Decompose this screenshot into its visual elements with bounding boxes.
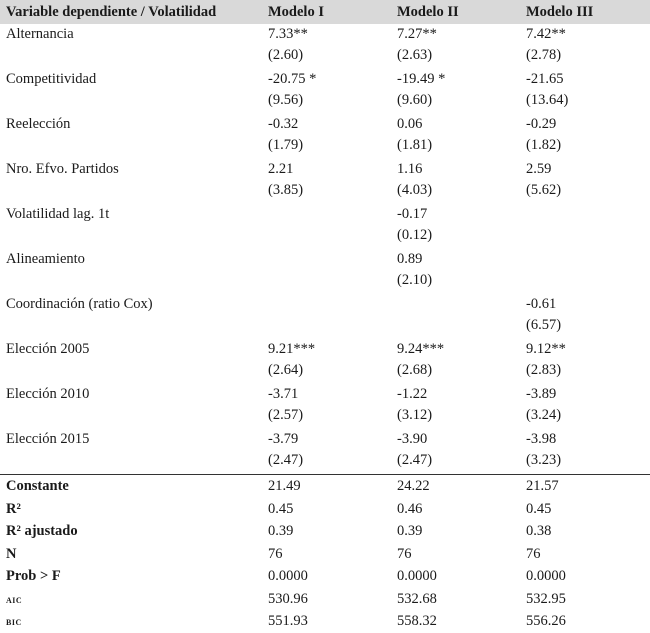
empty-cell (0, 270, 263, 294)
statistic-row (0, 565, 650, 588)
standard-error-model-2: (2.47) (397, 452, 433, 468)
variable-label: Elección 2015 (6, 431, 90, 447)
coefficient-row (0, 204, 650, 225)
coefficient-value-model-3: -21.65 (526, 71, 564, 87)
empty-cell (0, 450, 263, 475)
standard-error-model-2 (392, 315, 521, 339)
coefficient-value-model-1: 7.33** (268, 26, 308, 42)
statistic-value-model-2: 24.22 (392, 475, 521, 498)
variable-label: Elección 2005 (6, 341, 90, 357)
standard-error-model-2: (2.10) (397, 272, 433, 288)
coefficient-value-model-2: 1.16 (397, 161, 423, 177)
coefficient-value-model-1: -3.71 (268, 386, 299, 402)
variable-label: Competitividad (6, 71, 97, 87)
statistic-value-model-2: 532.68 (397, 590, 437, 607)
statistic-value-model-3: 0.38 (526, 523, 552, 540)
statistic-row (0, 498, 650, 521)
empty-cell (0, 180, 263, 204)
standard-error-model-3: (1.82) (526, 137, 562, 153)
coefficient-row (0, 339, 650, 360)
coefficient-value-model-2: 7.27** (397, 26, 437, 42)
statistic-row (0, 475, 650, 498)
statistic-row (0, 543, 650, 566)
statistic-value-model-1: 551.93 (268, 613, 308, 630)
standard-error-row (0, 360, 650, 384)
coefficient-value-model-1: -3.79 (268, 431, 299, 447)
statistic-value-model-1: 0.39 (268, 523, 294, 540)
standard-error-model-1: (2.64) (268, 362, 304, 378)
standard-error-model-2: (2.68) (397, 362, 433, 378)
model-2-header: Modelo II (397, 4, 459, 20)
standard-error-model-1 (263, 225, 392, 249)
empty-cell (0, 315, 263, 339)
coefficient-row (0, 384, 650, 405)
standard-error-model-3: (3.24) (526, 407, 562, 423)
standard-error-model-2: (4.03) (397, 182, 433, 198)
statistic-value-model-3: 21.57 (521, 475, 650, 498)
coefficient-row (0, 114, 650, 135)
variable-label: Alineamiento (6, 251, 85, 267)
standard-error-row (0, 270, 650, 294)
statistic-value-model-3: 0.45 (526, 500, 552, 517)
coefficient-value-model-3: 7.42** (526, 26, 566, 42)
coefficient-value-model-1: -20.75 * (268, 71, 317, 87)
coefficient-value-model-1: 2.21 (268, 161, 294, 177)
variable-label: Coordinación (ratio Cox) (6, 296, 153, 312)
statistic-value-model-2: 0.0000 (397, 568, 437, 585)
statistic-value-model-3: 556.26 (526, 613, 566, 630)
standard-error-row (0, 405, 650, 429)
statistic-label: R² ajustado (6, 523, 78, 540)
coefficient-value-model-3 (521, 204, 650, 225)
coefficient-value-model-1 (263, 294, 392, 315)
standard-error-model-3 (521, 225, 650, 249)
standard-error-model-3: (3.23) (526, 452, 562, 468)
variable-label: Alternancia (6, 26, 74, 42)
coefficient-value-model-1: 9.21*** (268, 341, 316, 357)
coefficient-value-model-1: -0.32 (268, 116, 299, 132)
standard-error-model-1: (9.56) (268, 92, 304, 108)
coefficient-value-model-2: -19.49 * (397, 71, 446, 87)
statistic-label: aic (6, 591, 23, 606)
standard-error-model-2: (2.63) (397, 47, 433, 63)
statistic-label: bic (6, 614, 22, 629)
statistic-row (0, 588, 650, 611)
empty-cell (0, 135, 263, 159)
empty-cell (0, 405, 263, 429)
statistic-value-model-2: 76 (397, 545, 412, 562)
model-1-header: Modelo I (268, 4, 324, 20)
standard-error-row (0, 90, 650, 114)
standard-error-model-1 (263, 315, 392, 339)
standard-error-model-2: (0.12) (397, 227, 433, 243)
standard-error-model-3 (521, 270, 650, 294)
coefficient-value-model-1 (263, 249, 392, 270)
statistic-value-model-1: 21.49 (263, 475, 392, 498)
standard-error-model-3: (6.57) (526, 317, 562, 333)
coefficient-row (0, 159, 650, 180)
standard-error-row (0, 135, 650, 159)
standard-error-model-1: (1.79) (268, 137, 304, 153)
standard-error-row (0, 180, 650, 204)
dependent-variable-header: Variable dependiente / Volatilidad (6, 4, 217, 20)
statistic-value-model-1: 76 (268, 545, 283, 562)
statistic-label: R² (6, 500, 21, 517)
coefficient-value-model-2: -3.90 (397, 431, 428, 447)
standard-error-row (0, 315, 650, 339)
table-header (0, 0, 650, 24)
variable-label: Elección 2010 (6, 386, 90, 402)
coefficient-row (0, 429, 650, 450)
standard-error-row (0, 45, 650, 69)
coefficient-value-model-2: -0.17 (397, 206, 428, 222)
coefficients-body (0, 24, 650, 475)
statistic-value-model-2: 0.46 (397, 500, 423, 517)
variable-label: Volatilidad lag. 1t (6, 206, 110, 222)
statistic-value-model-1: 0.45 (268, 500, 294, 517)
standard-error-model-3: (2.83) (526, 362, 562, 378)
coefficient-row (0, 69, 650, 90)
statistic-row (0, 520, 650, 543)
statistic-value-model-1: 530.96 (268, 590, 308, 607)
coefficient-value-model-3: -0.29 (526, 116, 557, 132)
empty-cell (0, 360, 263, 384)
standard-error-model-3: (5.62) (526, 182, 562, 198)
statistic-value-model-1: 0.0000 (268, 568, 308, 585)
standard-error-model-1: (3.85) (268, 182, 304, 198)
standard-error-model-1: (2.60) (268, 47, 304, 63)
coefficient-value-model-3 (521, 249, 650, 270)
standard-error-model-3: (2.78) (526, 47, 562, 63)
header-row (0, 0, 650, 24)
coefficient-value-model-3: -3.98 (526, 431, 557, 447)
coefficient-value-model-2 (392, 294, 521, 315)
standard-error-row (0, 450, 650, 475)
standard-error-model-1: (2.57) (268, 407, 304, 423)
empty-cell (0, 45, 263, 69)
statistic-label: Constante (0, 475, 263, 498)
standard-error-model-2: (3.12) (397, 407, 433, 423)
statistic-row (0, 610, 650, 633)
standard-error-model-2: (1.81) (397, 137, 433, 153)
coefficient-value-model-3: 2.59 (526, 161, 552, 177)
statistic-value-model-3: 532.95 (526, 590, 566, 607)
standard-error-model-3: (13.64) (526, 92, 569, 108)
statistic-value-model-3: 0.0000 (526, 568, 566, 585)
standard-error-model-2: (9.60) (397, 92, 433, 108)
coefficient-row (0, 249, 650, 270)
coefficient-value-model-3: -3.89 (526, 386, 557, 402)
statistic-value-model-2: 0.39 (397, 523, 423, 540)
coefficient-row (0, 294, 650, 315)
statistics-body (0, 475, 650, 633)
standard-error-model-1 (263, 270, 392, 294)
statistic-value-model-3: 76 (526, 545, 541, 562)
coefficient-value-model-2: -1.22 (397, 386, 428, 402)
coefficient-value-model-3: 9.12** (526, 341, 566, 357)
coefficient-value-model-2: 0.06 (397, 116, 423, 132)
empty-cell (0, 225, 263, 249)
empty-cell (0, 90, 263, 114)
statistic-label: Prob > F (6, 568, 61, 585)
standard-error-row (0, 225, 650, 249)
statistic-value-model-2: 558.32 (397, 613, 437, 630)
coefficient-value-model-2: 0.89 (397, 251, 423, 267)
coefficient-value-model-1 (263, 204, 392, 225)
coefficient-value-model-2: 9.24*** (397, 341, 445, 357)
standard-error-model-1: (2.47) (268, 452, 304, 468)
variable-label: Reelección (6, 116, 71, 132)
statistic-label: N (6, 545, 17, 562)
coefficient-value-model-3: -0.61 (526, 296, 557, 312)
model-3-header: Modelo III (526, 4, 594, 20)
variable-label: Nro. Efvo. Partidos (6, 161, 119, 177)
coefficient-row (0, 24, 650, 45)
